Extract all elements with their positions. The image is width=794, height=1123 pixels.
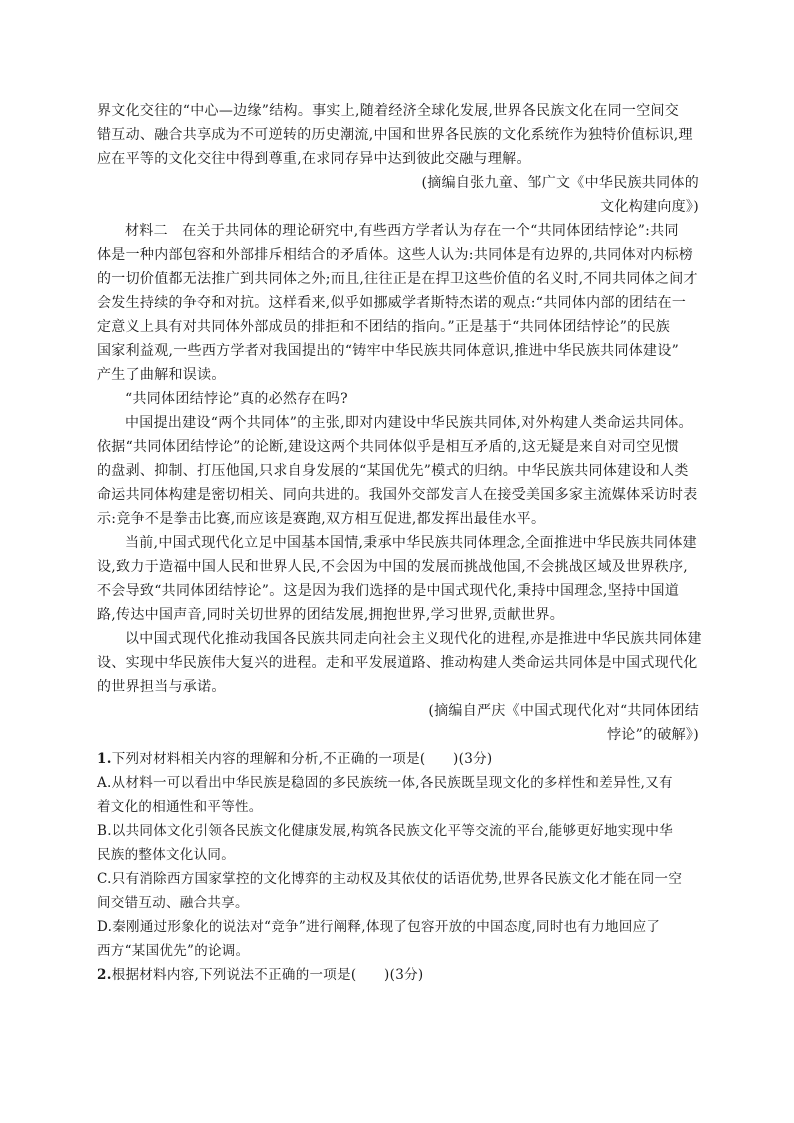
text-line: 的一切价值都无法推广到共同体之外;而且,往往正是在捍卫这些价值的名义时,不同共同体之间才 <box>97 271 698 287</box>
text-line: 体是一种内部包容和外部排斥相结合的矛盾体。这些人认为:共同体是有边界的,共同体对内标榜 <box>97 247 694 263</box>
text-line: 国家利益观,一些西方学者对我国提出的“铸牢中华民族共同体意识,推进中华民族共同体建设” <box>97 343 680 359</box>
text-line: 定意义上具有对共同体外部成员的排拒和不团结的指向。”正是基于“共同体团结悖论”的民族 <box>97 319 671 335</box>
source-citation: (摘编自张九童、邹广文《中华民族共同体的 <box>421 175 699 191</box>
text-line: 设,致力于造福中国人民和世界人民,不会因为中国的发展而挑战他国,不会挑战区域及世界秩序, <box>97 559 688 575</box>
material-two-heading-line: 材料二 在关于共同体的理论研究中,有些西方学者认为存在一个“共同体团结悖论”:共同 <box>125 223 679 239</box>
option-b: B.以共同体文化引领各民族文化健康发展,构筑各民族文化平等交流的平台,能够更好地实现中华 <box>97 823 673 839</box>
option-d-cont: 西方“某国优先”的论调。 <box>97 943 250 959</box>
text-line: 不会导致“共同体团结悖论”。这是因为我们选择的是中国式现代化,秉持中国理念,坚持中国道 <box>97 583 680 599</box>
text-line: 应在平等的文化交往中得到尊重,在求同存异中达到彼此交融与理解。 <box>97 151 531 167</box>
question-number: 2. <box>97 967 112 983</box>
text-line: 的盘剥、抑制、打压他国,只求自身发展的“某国优先”模式的归纳。中华民族共同体建设和人类 <box>97 463 689 479</box>
source-citation: 悖论”的破解》) <box>606 727 699 743</box>
text-line: 示:竞争不是拳击比赛,而应该是赛跑,双方相互促进,都发挥出最佳水平。 <box>97 511 546 527</box>
text-line: 的世界担当与承诺。 <box>97 679 226 695</box>
text-line: 依据“共同体团结悖论”的论断,建设这两个共同体似乎是相互矛盾的,这无疑是来自对司空见惯 <box>97 439 680 455</box>
source-citation: 文化构建向度》) <box>600 199 699 215</box>
option-b-cont: 民族的整体文化认同。 <box>97 847 235 863</box>
question-1-stem <box>97 747 717 771</box>
text-line: 中国提出建设“两个共同体”的主张,即对内建设中华民族共同体,对外构建人类命运共同体。 <box>125 415 693 431</box>
source-citation: (摘编自严庆《中国式现代化对“共同体团结 <box>428 703 699 719</box>
text-line: “共同体团结悖论”真的必然存在吗? <box>125 391 348 407</box>
option-a-cont: 着文化的相通性和平等性。 <box>97 799 263 815</box>
option-c-cont: 间交错互动、融合共享。 <box>97 895 249 911</box>
text-line: 命运共同体构建是密切相关、同向共进的。我国外交部发言人在接受美国多家主流媒体采访时表 <box>97 487 698 503</box>
text-line: 路,传达中国声音,同时关切世界的团结发展,拥抱世界,学习世界,贡献世界。 <box>97 607 565 623</box>
text-line: 产生了曲解和误读。 <box>97 367 226 383</box>
text-line: 当前,中国式现代化立足中国基本国情,秉承中华民族共同体理念,全面推进中华民族共同体建 <box>125 535 697 551</box>
option-c: C.只有消除西方国家掌控的文化博弈的主动权及其依仗的话语优势,世界各民族文化才能在同一空 <box>97 871 683 887</box>
option-d: D.秦刚通过形象化的说法对“竞争”进行阐释,体现了包容开放的中国态度,同时也有力地回应了 <box>97 919 661 935</box>
text-line: 会发生持续的争夺和对抗。这样看来,似乎如挪威学者斯特杰诺的观点:“共同体内部的团结在一 <box>97 295 687 311</box>
option-a: A.从材料一可以看出中华民族是稳固的多民族统一体,各民族既呈现文化的多样性和差异性,又有 <box>97 775 673 791</box>
text-line: 设、实现中华民族伟大复兴的进程。走和平发展道路、推动构建人类命运共同体是中国式现代化 <box>97 655 698 671</box>
question-number: 1. <box>97 751 112 767</box>
question-2-stem <box>97 963 717 987</box>
text-line: 以中国式现代化推动我国各民族共同走向社会主义现代化的进程,亦是推进中华民族共同体建 <box>125 631 702 647</box>
text-line: 错互动、融合共享成为不可逆转的历史潮流,中国和世界各民族的文化系统作为独特价值标识,理 <box>97 127 693 143</box>
text-line: 界文化交往的“中心—边缘”结构。事实上,随着经济全球化发展,世界各民族文化在同一空间交 <box>97 103 680 119</box>
question-text: 下列对材料相关内容的理解和分析,不正确的一项是( )(3分) <box>111 751 493 767</box>
question-text: 根据材料内容,下列说法不正确的一项是( )(3分) <box>111 967 424 983</box>
